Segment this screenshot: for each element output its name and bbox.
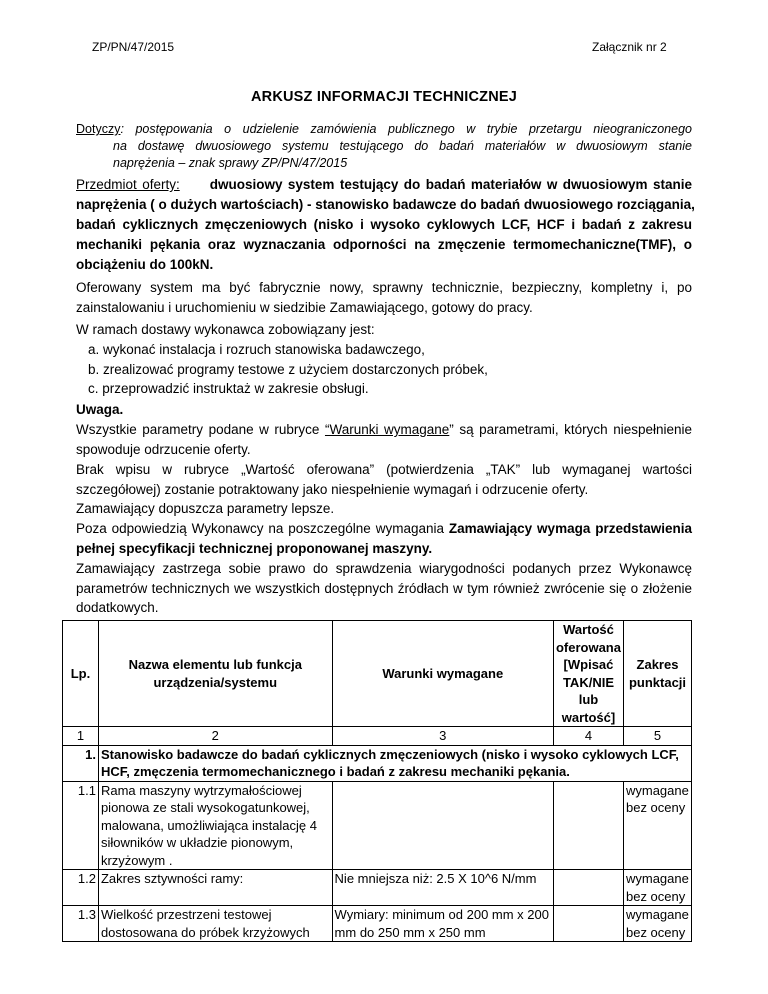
row-score: wymagane bez oceny [623, 906, 691, 942]
section-lp: 1. [63, 745, 99, 781]
row-conditions: Wymiary: minimum od 200 mm x 200 mm do 250 mm x 250 mm [332, 906, 553, 942]
column-number: 2 [98, 727, 332, 746]
page-title: ARKUSZ INFORMACJI TECHNICZNEJ [251, 89, 517, 105]
przedmiot-block [76, 175, 695, 275]
header-name: Nazwa elementu lub funkcja urządzenia/systemu [98, 621, 332, 727]
przedmiot-line-5: obciążeniu do 100kN. [76, 257, 214, 272]
dotyczy-block [76, 121, 692, 172]
row-name: Rama maszyny wytrzymałościowej pionowa ze stali wysokogatunkowej, malowana, umożliwiająca instalację 4 siłowników w układzie pionowym, krzyżowym . [98, 781, 332, 870]
column-number: 5 [623, 727, 691, 746]
row-conditions: Nie mniejsza niż: 2.5 X 10^6 N/mm [332, 870, 553, 906]
row-offered [553, 906, 623, 942]
przedmiot-line-1: dwuosiowy system testujący do badań materiałów w dwuosiowym stanie [209, 177, 692, 192]
paragraph-full-spec [76, 519, 692, 558]
paragraph-condition: Oferowany system ma być fabrycznie nowy, sprawny technicznie, bezpieczny, kompletny i, po zainstalowaniu i uruchomieniu w siedzibie Zamawiającego, gotowy do pracy. [76, 280, 692, 315]
p3-text-pre: Wszystkie parametry podane w rubryce [76, 422, 325, 437]
row-lp: 1.2 [63, 870, 99, 906]
row-score: wymagane bez oceny [623, 781, 691, 870]
table-section-row [63, 745, 692, 781]
spec-table [62, 620, 692, 942]
list-item: c. przeprowadzić instruktaż w zakresie obsługi. [88, 381, 369, 396]
reference-number: ZP/PN/47/2015 [92, 40, 175, 54]
row-score: wymagane bez oceny [623, 870, 691, 906]
dotyczy-line-1: : postępowania o udzielenie zamówienia publicznego w trybie przetargu nieograniczonego [120, 122, 692, 136]
dotyczy-label: Dotyczy [76, 122, 121, 136]
row-name: Wielkość przestrzeni testowej dostosowana do próbek krzyżowych [98, 906, 332, 942]
obligations-list [84, 340, 684, 399]
header-offered: Wartość oferowana [Wpisać TAK/NIE lub wartość] [553, 621, 623, 727]
row-lp: 1.1 [63, 781, 99, 870]
column-number: 4 [553, 727, 623, 746]
header-score: Zakres punktacji [623, 621, 691, 727]
dotyczy-line-2: na dostawę dwuosiowego systemu testującego do badań materiałów w dwuosiowym stanie [113, 139, 692, 153]
section-title: Stanowisko badawcze do badań cyklicznych zmęczeniowych (nisko i wysoko cyklowych LCF, HCF, zmęczenia termomechanicznego i badań z zakresu mechaniki pękania. [98, 745, 691, 781]
p3-text-post: ” są parametrami, których niespełnienie spowoduje odrzucenie oferty. [76, 422, 693, 457]
table-row [63, 781, 692, 870]
list-item: b. zrealizować programy testowe z użyciem dostarczonych próbek, [88, 361, 488, 377]
p3-highlight: “Warunki wymagane [324, 422, 450, 437]
row-lp: 1.3 [63, 906, 99, 942]
row-conditions [332, 781, 553, 870]
table-row [63, 870, 692, 906]
header-conditions: Warunki wymagane [332, 621, 553, 727]
row-offered [553, 870, 623, 906]
paragraph-verification: Zamawiający zastrzega sobie prawo do sprawdzenia wiarygodności podanych przez Wykonawcę parametrów technicznych we wszystkich dostępnych źródłach w tym również zwrócenie się o złożenie dodatkowych. [76, 561, 692, 615]
przedmiot-line-2: naprężenia ( o dużych wartościach) - stanowisko badawcze do badań dwuosiowego rozciągania, [76, 197, 695, 212]
paragraph-better-params: Zamawiający dopuszcza parametry lepsze. [76, 501, 335, 516]
table-row [63, 906, 692, 942]
paragraph-missing-entry: Brak wpisu w rubryce „Wartość oferowana” (potwierdzenia „TAK” lub wymaganej wartości szczegółowej) zostanie potraktowany jako niespełnienie wymagań i odrzucenie oferty. [76, 462, 692, 497]
p6-bold: Zamawiający wymaga przedstawienia pełnej specyfikacji technicznej proponowanej maszyny. [76, 521, 692, 556]
przedmiot-line-3: badań cyklicznych zmęczeniowych (nisko i wysoko cyklowych LCF, HCF i badań z zakresu [76, 217, 692, 232]
table-numbers-row [63, 727, 692, 746]
column-number: 1 [63, 727, 99, 746]
dotyczy-line-3: naprężenia – znak sprawy ZP/PN/47/2015 [113, 156, 348, 170]
przedmiot-label: Przedmiot oferty: [76, 177, 180, 192]
header-lp: Lp. [63, 621, 99, 727]
row-offered [553, 781, 623, 870]
uwaga-heading: Uwaga. [76, 402, 124, 417]
p6-text-pre: Poza odpowiedzią Wykonawcy na poszczególne wymagania [76, 521, 449, 536]
table-header-row [63, 621, 692, 727]
przedmiot-line-4: mechaniki pękania oraz wyznaczania odporności na zmęczenie termomechaniczne(TMF), o [76, 237, 692, 252]
column-number: 3 [332, 727, 553, 746]
paragraph-obligations: W ramach dostawy wykonawca zobowiązany jest: [76, 322, 375, 337]
list-item: a. wykonać instalacja i rozruch stanowiska badawczego, [88, 342, 425, 357]
attachment-label: Załącznik nr 2 [592, 40, 667, 54]
paragraph-required-params [76, 420, 692, 459]
row-name: Zakres sztywności ramy: [98, 870, 332, 906]
